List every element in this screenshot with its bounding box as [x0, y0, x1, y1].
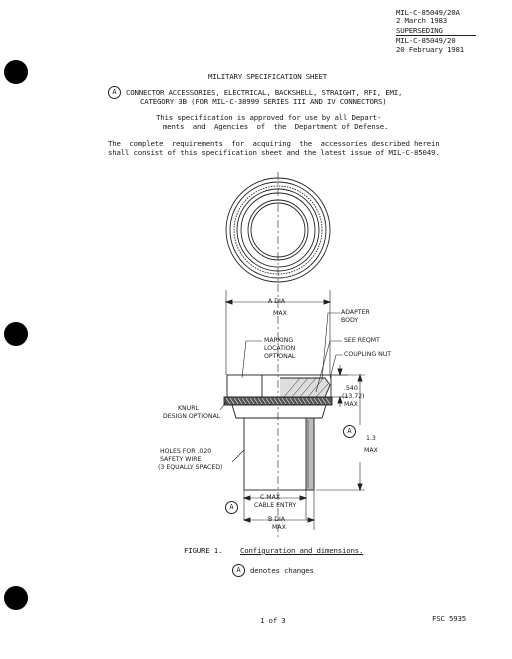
approval-line-1: This specification is approved for use by all Depart- [156, 113, 382, 122]
requirements-line-2: shall consist of this specification sheet and the latest issue of MIL-C-85049. [108, 148, 440, 157]
label-optional: OPTIONAL [264, 353, 296, 360]
subject-line-1: CONNECTOR ACCESSORIES, ELECTRICAL, BACKSHELL, STRAIGHT, RFI, EMI, [126, 88, 403, 97]
change-marker-dim-13 [343, 425, 356, 438]
label-location: LOCATION [264, 345, 296, 352]
change-marker-dim-13-letter: A [347, 427, 352, 435]
doc-date: 2 March 1983 [396, 16, 447, 25]
label-dim-13: 1.3 [366, 435, 376, 442]
label-adapter: ADAPTER [341, 309, 370, 316]
change-marker-b-dia [225, 501, 238, 514]
label-knurl-design: DESIGN OPTIONAL [163, 413, 221, 420]
label-safety-wire: SAFETY WIRE [160, 456, 202, 463]
superseded-date: 20 February 1981 [396, 45, 464, 54]
change-marker-letter: A [112, 88, 117, 96]
legend-marker-letter: A [236, 566, 241, 574]
label-c-max: C MAX [260, 494, 281, 501]
label-marking: MARKING [264, 337, 294, 344]
label-body: BODY [341, 317, 359, 324]
label-dim-1372: (13.72) [342, 393, 365, 400]
label-b-dia: B DIA [268, 516, 286, 523]
change-marker-b-dia-letter: A [229, 503, 234, 511]
label-dim-540: .540 [344, 385, 358, 392]
legend-text: denotes changes [250, 566, 314, 575]
superseded-id: MIL-C-85049/20 [396, 36, 456, 45]
label-dim-13-max: MAX [364, 447, 378, 454]
label-knurl: KNURL [178, 405, 199, 412]
legend-marker [232, 564, 245, 577]
approval-line-2: ments and Agencies of the Department of Defense. [163, 122, 389, 131]
doc-id: MIL-C-85049/20A [396, 8, 460, 17]
label-coupling-nut: COUPLING NUT [344, 351, 392, 358]
label-b-max: MAX [272, 524, 286, 531]
fsc-code: FSC 5935 [432, 614, 466, 623]
figure-caption-text: Configuration and dimensions. [240, 546, 364, 555]
label-holes: HOLES FOR .020 [160, 448, 212, 455]
label-see-reqmt: SEE REQMT [344, 337, 380, 344]
requirements-line-1: The complete requirements for acquiring the accessories described herein [108, 139, 440, 148]
label-dim-540-max: MAX [344, 401, 358, 408]
page-number: 1 of 3 [260, 616, 286, 625]
figure-caption-number: FIGURE 1. [184, 546, 223, 555]
label-cable-entry: CABLE ENTRY [254, 502, 297, 509]
label-a-max: MAX [273, 310, 287, 317]
label-equally-spaced: (3 EQUALLY SPACED) [158, 464, 223, 471]
superseding-label: SUPERSEDING [396, 26, 443, 35]
page-title: MILITARY SPECIFICATION SHEET [208, 72, 327, 81]
label-a-dia: A DIA [268, 298, 286, 305]
subject-line-2: CATEGORY 3B (FOR MIL-C-38999 SERIES III AND IV CONNECTORS) [140, 97, 387, 106]
